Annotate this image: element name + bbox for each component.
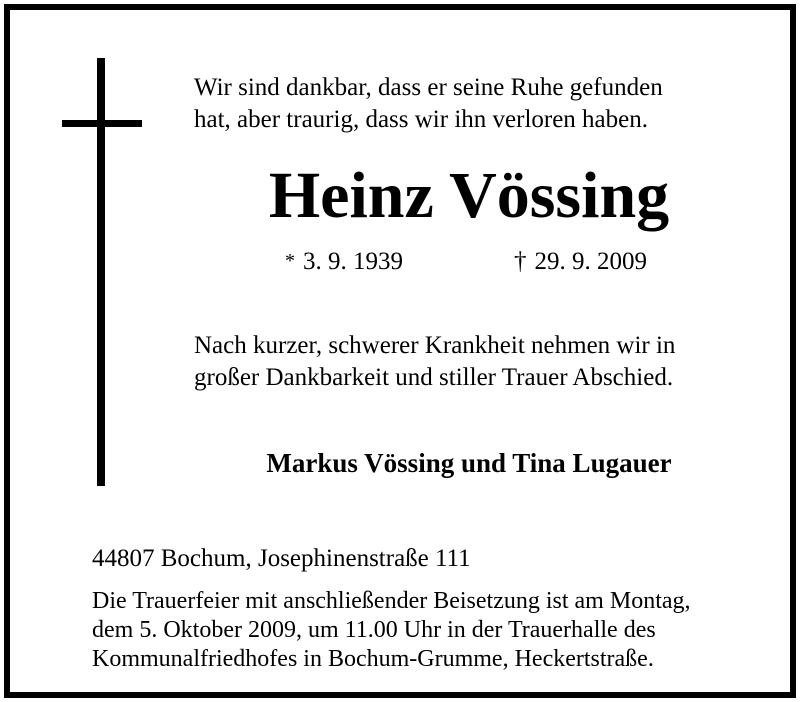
ceremony-line: Kommunalfriedhofes in Bochum-Grumme, Heckertstraße. — [92, 646, 654, 672]
birth-symbol: * — [285, 250, 295, 272]
signatories: Markus Vössing und Tina Lugauer — [266, 448, 672, 478]
ceremony-details — [92, 587, 772, 674]
ceremony-line: dem 5. Oktober 2009, um 11.00 Uhr in der Trauerhalle des — [92, 617, 656, 643]
birth-date — [285, 246, 403, 279]
intro-line: hat, aber traurig, dass wir ihn verloren haben. — [194, 106, 649, 133]
death-symbol: † — [514, 248, 527, 275]
birth-date-value: 3. 9. 1939 — [303, 248, 403, 275]
cross-horizontal-bar — [62, 120, 142, 127]
ceremony-line: Die Trauerfeier mit anschließender Beisetzung ist am Montag, — [92, 588, 691, 614]
obituary-frame — [4, 4, 796, 698]
death-date — [514, 246, 647, 278]
condolence-message — [194, 330, 764, 394]
address: 44807 Bochum, Josephinenstraße 111 — [92, 545, 471, 572]
message-line: Nach kurzer, schwerer Krankheit nehmen wir in — [194, 332, 676, 359]
deceased-name: Heinz Vössing — [268, 159, 670, 232]
message-line: großer Dankbarkeit und stiller Trauer Abschied. — [194, 364, 674, 391]
intro-line: Wir sind dankbar, dass er seine Ruhe gefunden — [194, 74, 663, 101]
death-date-value: 29. 9. 2009 — [534, 248, 647, 275]
intro-text — [194, 72, 754, 136]
